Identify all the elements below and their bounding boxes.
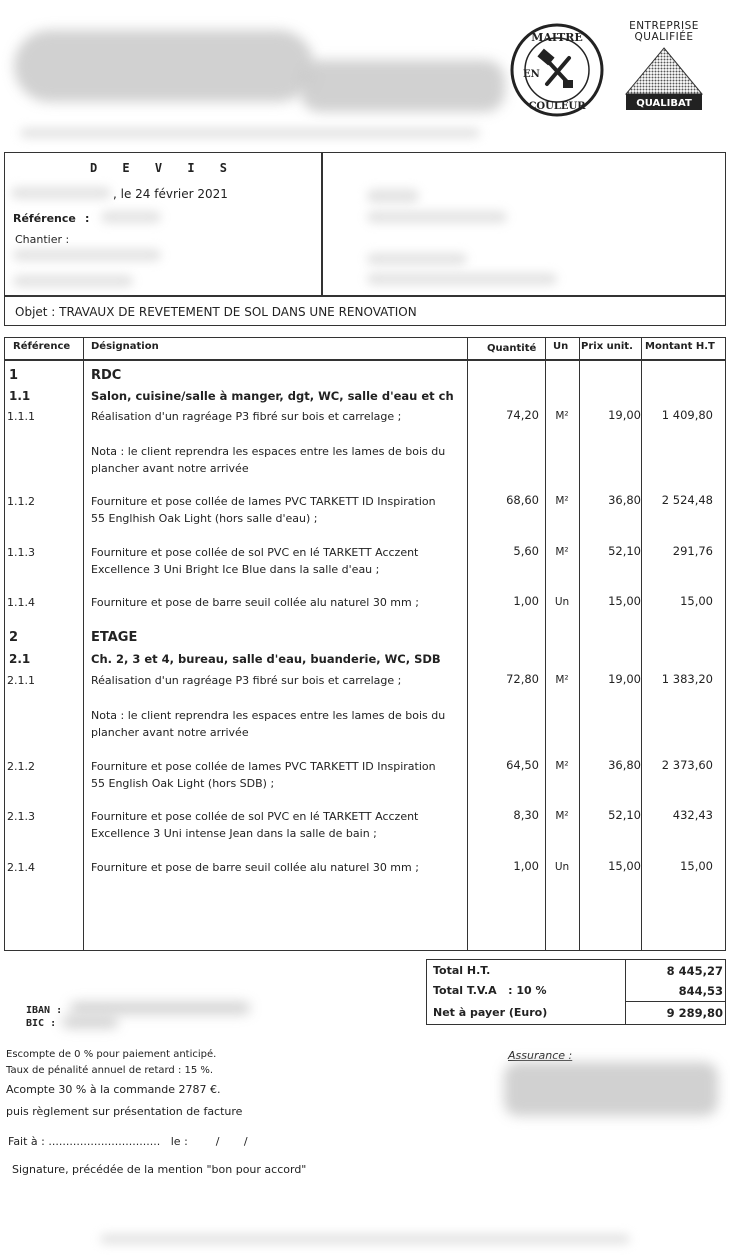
row-ref: 2.1.3 xyxy=(7,810,35,823)
th-reference: Référence xyxy=(13,341,71,352)
th-un: Un xyxy=(553,341,569,352)
penalite-text: Taux de pénalité annuel de retard : 15 %. xyxy=(6,1065,214,1076)
row-ref: 1.1.4 xyxy=(7,596,35,609)
net-a-payer-value: 9 289,80 xyxy=(666,1006,723,1020)
row-qty: 68,60 xyxy=(506,493,539,507)
row-amount: 15,00 xyxy=(680,859,713,873)
row-designation xyxy=(91,808,467,842)
row-note-line: Nota : le client reprendra les espaces entre les lames de bois du xyxy=(91,709,446,722)
qualif-line2: QUALIFIÉE xyxy=(634,31,694,43)
devis-header-box xyxy=(4,152,726,326)
th-montant: Montant H.T xyxy=(645,341,715,352)
row-unit: M² xyxy=(555,495,569,507)
row-desig-line: Fourniture et pose collée de lames PVC TARKETT ID Inspiration xyxy=(91,495,436,508)
subsection-title: Ch. 2, 3 et 4, bureau, salle d'eau, buanderie, WC, SDB xyxy=(91,652,441,666)
row-unit-price: 15,00 xyxy=(608,859,641,873)
row-desig-line: Excellence 3 Uni intense Jean dans la salle de bain ; xyxy=(91,827,377,840)
row-unit: M² xyxy=(555,674,569,686)
row-unit-price: 36,80 xyxy=(608,758,641,772)
row-desig-line: Fourniture et pose collée de sol PVC en lé TARKETT Acczent xyxy=(91,546,419,559)
reference-redacted xyxy=(101,211,161,223)
company-name-redacted xyxy=(14,30,314,102)
section-title: ETAGE xyxy=(91,630,138,645)
total-ht-label: Total H.T. xyxy=(433,964,491,977)
row-amount: 1 383,20 xyxy=(661,672,713,686)
subsection-num: 2.1 xyxy=(9,652,31,666)
city-redacted xyxy=(11,187,111,199)
assurance-redacted xyxy=(504,1062,718,1116)
qualif-badge: QUALIBAT xyxy=(636,98,692,109)
row-amount: 1 409,80 xyxy=(661,408,713,422)
chantier-city-redacted xyxy=(13,275,133,287)
row-desig-line: Fourniture et pose de barre seuil collée alu naturel 30 mm ; xyxy=(91,861,419,874)
row-unit-price: 15,00 xyxy=(608,594,641,608)
fait-a-line: Fait à : ................................ le : / / xyxy=(8,1135,248,1148)
subsection-num: 1.1 xyxy=(9,389,31,403)
devis-table xyxy=(4,337,726,951)
row-ref: 1.1.3 xyxy=(7,546,35,559)
company-name-redacted-2 xyxy=(300,60,505,112)
seal-text-top: MAITRE xyxy=(531,31,583,44)
devis-date: , le 24 février 2021 xyxy=(113,187,228,201)
objet: Objet : TRAVAUX DE REVETEMENT DE SOL DANS UNE RENOVATION xyxy=(15,305,417,319)
acompte-text: Acompte 30 % à la commande 2787 €. xyxy=(6,1083,221,1096)
iban-label: IBAN : xyxy=(26,1005,63,1016)
row-ref: 2.1.2 xyxy=(7,760,35,773)
total-tva-label: Total T.V.A : 10 % xyxy=(433,984,547,997)
row-unit: M² xyxy=(555,810,569,822)
row-note-line: plancher avant notre arrivée xyxy=(91,462,249,475)
total-ht-value: 8 445,27 xyxy=(666,964,723,978)
reference-colon: : xyxy=(85,212,90,225)
company-subtitle-redacted xyxy=(20,128,480,138)
row-amount: 2 373,60 xyxy=(661,758,713,772)
row-unit-price: 36,80 xyxy=(608,493,641,507)
chantier-label: Chantier : xyxy=(15,233,70,246)
qualibat-logo xyxy=(622,20,706,112)
row-designation xyxy=(91,672,467,741)
row-designation xyxy=(91,758,467,792)
escompte-text: Escompte de 0 % pour paiement anticipé. xyxy=(6,1049,217,1060)
row-unit-price: 52,10 xyxy=(608,544,641,558)
row-designation xyxy=(91,544,467,578)
section-num: 1 xyxy=(9,368,19,383)
row-qty: 64,50 xyxy=(506,758,539,772)
client-line3-redacted xyxy=(367,253,467,265)
client-name-redacted xyxy=(367,189,419,203)
client-line4-redacted xyxy=(367,273,557,285)
row-ref: 1.1.2 xyxy=(7,495,35,508)
assurance-label: Assurance : xyxy=(508,1049,573,1062)
subsection-title: Salon, cuisine/salle à manger, dgt, WC, salle d'eau et ch xyxy=(91,389,454,403)
row-desig-line: Réalisation d'un ragréage P3 fibré sur bois et carrelage ; xyxy=(91,410,402,423)
row-qty: 72,80 xyxy=(506,672,539,686)
row-desig-line: Fourniture et pose collée de sol PVC en lé TARKETT Acczent xyxy=(91,810,419,823)
row-qty: 74,20 xyxy=(506,408,539,422)
row-desig-line: Excellence 3 Uni Bright Ice Blue dans la salle d'eau ; xyxy=(91,563,380,576)
row-designation xyxy=(91,859,467,876)
row-amount: 432,43 xyxy=(672,808,713,822)
seal-text-mid: EN xyxy=(523,69,540,80)
reglement-text: puis règlement sur présentation de facture xyxy=(6,1105,243,1118)
row-unit: Un xyxy=(554,861,570,873)
footer-legal-redacted xyxy=(100,1234,630,1244)
row-desig-line: Fourniture et pose collée de lames PVC TARKETT ID Inspiration xyxy=(91,760,436,773)
net-a-payer-label: Net à payer (Euro) xyxy=(433,1006,548,1019)
row-unit-price: 19,00 xyxy=(608,672,641,686)
th-designation: Désignation xyxy=(91,341,159,352)
signature-text: Signature, précédée de la mention "bon pour accord" xyxy=(12,1163,307,1176)
bic-label: BIC : xyxy=(26,1018,57,1029)
row-unit: M² xyxy=(555,410,569,422)
row-note-line: plancher avant notre arrivée xyxy=(91,726,249,739)
th-quantite: Quantité xyxy=(487,343,537,354)
iban-redacted xyxy=(70,1002,250,1014)
row-unit: M² xyxy=(555,546,569,558)
row-qty: 1,00 xyxy=(513,859,539,873)
row-desig-line: Fourniture et pose de barre seuil collée alu naturel 30 mm ; xyxy=(91,596,419,609)
th-prix-unit: Prix unit. xyxy=(581,341,633,352)
row-ref: 1.1.1 xyxy=(7,410,35,423)
row-note-line: Nota : le client reprendra les espaces entre les lames de bois du xyxy=(91,445,446,458)
row-desig-line: 55 English Oak Light (hors SDB) ; xyxy=(91,777,275,790)
chantier-address-redacted xyxy=(13,249,161,261)
section-num: 2 xyxy=(9,630,19,645)
totals-box xyxy=(426,959,726,1025)
row-qty: 8,30 xyxy=(513,808,539,822)
client-line2-redacted xyxy=(367,211,507,223)
row-ref: 2.1.1 xyxy=(7,674,35,687)
bic-redacted xyxy=(62,1016,118,1028)
section-title: RDC xyxy=(91,368,122,383)
devis-title: D E V I S xyxy=(89,161,237,175)
reference-label: Référence xyxy=(13,212,76,225)
row-amount: 2 524,48 xyxy=(661,493,713,507)
row-unit: M² xyxy=(555,760,569,772)
row-amount: 15,00 xyxy=(680,594,713,608)
qualif-line1: ENTREPRISE xyxy=(629,20,699,32)
total-tva-value: 844,53 xyxy=(678,984,723,998)
conditions-block xyxy=(6,1049,242,1121)
seal-text-bottom: COULEUR xyxy=(528,101,586,112)
row-desig-line: 55 Englhish Oak Light (hors salle d'eau) ; xyxy=(91,512,318,525)
row-designation xyxy=(91,408,467,477)
row-qty: 5,60 xyxy=(513,544,539,558)
maitre-en-couleur-logo xyxy=(509,22,605,118)
row-unit: Un xyxy=(554,596,570,608)
row-designation xyxy=(91,493,467,527)
row-amount: 291,76 xyxy=(672,544,713,558)
row-unit-price: 52,10 xyxy=(608,808,641,822)
row-qty: 1,00 xyxy=(513,594,539,608)
row-unit-price: 19,00 xyxy=(608,408,641,422)
row-designation xyxy=(91,594,467,611)
row-ref: 2.1.4 xyxy=(7,861,35,874)
row-desig-line: Réalisation d'un ragréage P3 fibré sur bois et carrelage ; xyxy=(91,674,402,687)
